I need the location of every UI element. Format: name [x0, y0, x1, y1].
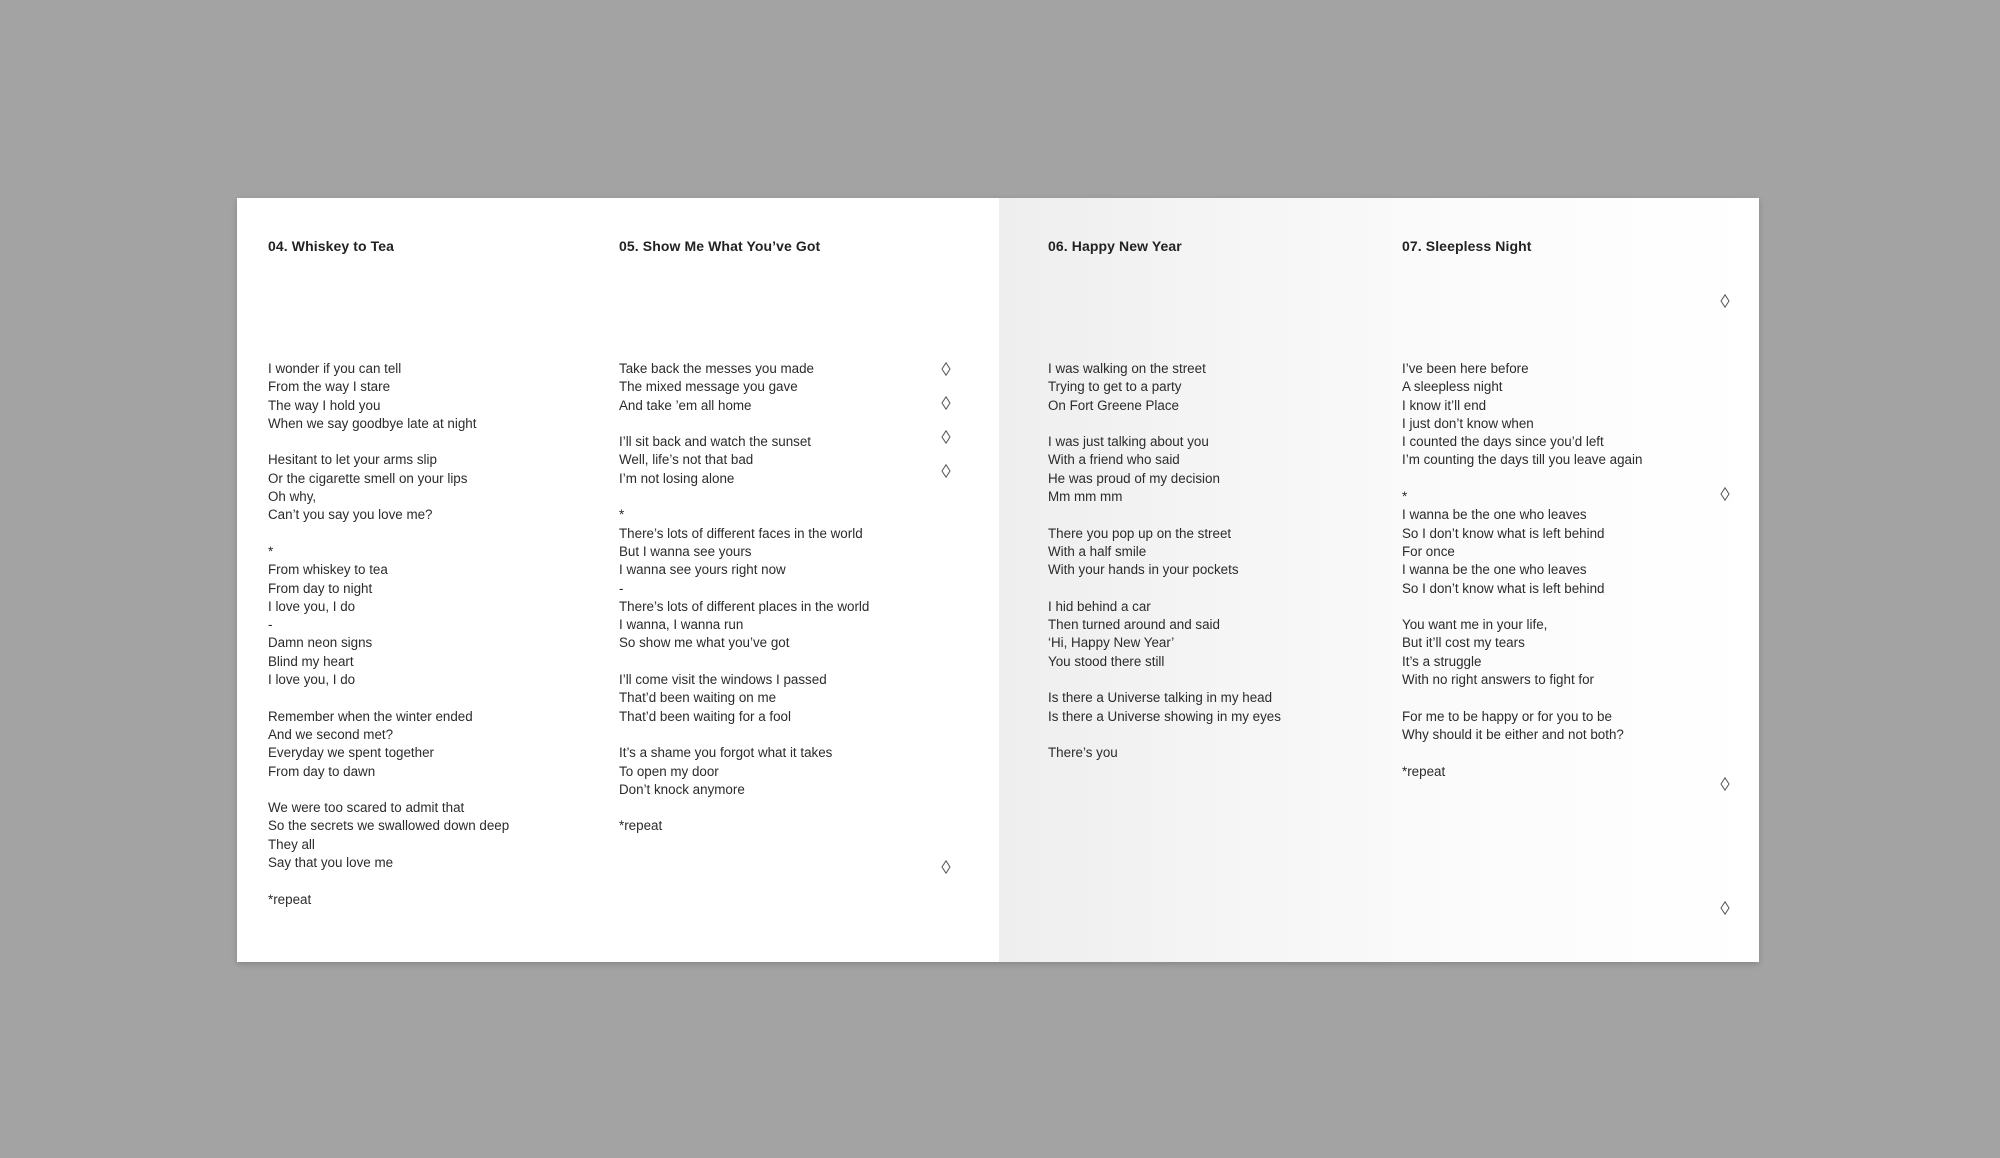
lyric-line: On Fort Greene Place	[1048, 397, 1179, 413]
lyric-line: I’m not losing alone	[619, 470, 735, 486]
lyric-line: *repeat	[619, 818, 663, 834]
lyric-line: ‘Hi, Happy New Year’	[1048, 635, 1175, 651]
song-title: 06. Happy New Year	[1048, 238, 1182, 254]
stanza-gap	[1402, 744, 1732, 762]
lyric-line: Damn neon signs	[268, 635, 373, 651]
lyric-line: There’s lots of different faces in the world	[619, 525, 863, 541]
lyric-line: *repeat	[268, 891, 312, 907]
lyric-line: With your hands in your pockets	[1048, 562, 1239, 578]
diamond-icon	[941, 362, 951, 376]
lyric-line: So show me what you’ve got	[619, 635, 790, 651]
stanza-gap	[1048, 580, 1378, 598]
lyric-line: From day to night	[268, 580, 373, 596]
lyric-line: I wanna see yours right now	[619, 562, 786, 578]
lyric-line: With a half smile	[1048, 543, 1147, 559]
lyric-line: So I don’t know what is left behind	[1402, 580, 1605, 596]
lyric-line: A sleepless night	[1402, 379, 1503, 395]
lyric-line: Is there a Universe talking in my head	[1048, 690, 1273, 706]
diamond-icon	[941, 430, 951, 444]
lyric-line: The way I hold you	[268, 397, 381, 413]
stanza-gap	[1048, 671, 1378, 689]
lyrics-block	[1402, 360, 1732, 781]
lyric-line: They all	[268, 836, 315, 852]
lyrics-block	[619, 360, 949, 836]
lyric-line: That’d been waiting for a fool	[619, 708, 791, 724]
lyric-line: Remember when the winter ended	[268, 708, 473, 724]
lyric-line: And take ’em all home	[619, 397, 752, 413]
lyric-line: You want me in your life,	[1402, 617, 1548, 633]
lyric-line: I love you, I do	[268, 598, 356, 614]
stanza-gap	[1048, 506, 1378, 524]
stanza-gap	[268, 872, 598, 890]
lyric-line: From day to dawn	[268, 763, 376, 779]
lyric-line: Mm mm mm	[1048, 489, 1123, 505]
lyric-line: Hesitant to let your arms slip	[268, 452, 437, 468]
lyric-line: You stood there still	[1048, 653, 1165, 669]
lyric-line: Oh why,	[268, 489, 317, 505]
diamond-icon	[941, 464, 951, 478]
lyric-line: So I don’t know what is left behind	[1402, 525, 1605, 541]
lyric-line: I know it’ll end	[1402, 397, 1487, 413]
lyric-line: When we say goodbye late at night	[268, 415, 477, 431]
lyrics-block	[1048, 360, 1378, 763]
lyric-line: For me to be happy or for you to be	[1402, 708, 1612, 724]
lyrics-block	[268, 360, 598, 909]
stanza-gap	[268, 781, 598, 799]
stanza-gap	[619, 726, 949, 744]
lyric-line: I was walking on the street	[1048, 361, 1206, 376]
lyric-line: There’s lots of different places in the world	[619, 598, 870, 614]
lyric-line: That’d been waiting on me	[619, 690, 777, 706]
lyric-line: Say that you love me	[268, 855, 394, 871]
lyric-line: Everyday we spent together	[268, 745, 434, 761]
lyric-line: -	[619, 580, 624, 596]
lyric-line: I’ll sit back and watch the sunset	[619, 434, 812, 450]
stanza-gap	[268, 689, 598, 707]
stanza-gap	[1048, 415, 1378, 433]
lyric-line: He was proud of my decision	[1048, 470, 1220, 486]
lyric-line: I wanna, I wanna run	[619, 617, 744, 633]
stanza-gap	[619, 488, 949, 506]
lyric-line: Well, life’s not that bad	[619, 452, 754, 468]
lyric-line: I love you, I do	[268, 672, 356, 688]
lyric-line: But I wanna see yours	[619, 543, 752, 559]
diamond-icon	[941, 396, 951, 410]
lyric-line: And we second met?	[268, 726, 394, 742]
lyric-line: *	[619, 507, 625, 523]
lyric-line: It’s a struggle	[1402, 653, 1482, 669]
stanza-gap	[1048, 726, 1378, 744]
song-title: 04. Whiskey to Tea	[268, 238, 395, 254]
lyric-line: I’ve been here before	[1402, 361, 1529, 376]
stanza-gap	[619, 415, 949, 433]
diamond-icon	[1720, 777, 1730, 791]
diamond-icon	[1720, 294, 1730, 308]
lyric-line: I just don’t know when	[1402, 415, 1534, 431]
lyric-line: It’s a shame you forgot what it takes	[619, 745, 833, 761]
stanza-gap	[268, 433, 598, 451]
lyric-line: Why should it be either and not both?	[1402, 726, 1624, 742]
lyric-line: *	[268, 543, 274, 559]
diamond-icon	[1720, 487, 1730, 501]
stanza-gap	[619, 653, 949, 671]
lyric-line: I was just talking about you	[1048, 434, 1209, 450]
lyric-line: There you pop up on the street	[1048, 525, 1232, 541]
stanza-gap	[1402, 689, 1732, 707]
lyric-line: From the way I stare	[268, 379, 391, 395]
lyric-line: For once	[1402, 543, 1455, 559]
lyric-line: I wanna be the one who leaves	[1402, 562, 1587, 578]
lyric-line: I hid behind a car	[1048, 598, 1151, 614]
stanza-gap	[619, 799, 949, 817]
lyric-line: With a friend who said	[1048, 452, 1180, 468]
lyric-line: I’ll come visit the windows I passed	[619, 672, 827, 688]
lyric-line: Take back the messes you made	[619, 361, 815, 376]
lyric-line: But it’ll cost my tears	[1402, 635, 1525, 651]
lyric-line: -	[268, 617, 273, 633]
lyric-line: With no right answers to fight for	[1402, 672, 1595, 688]
diamond-icon	[1720, 901, 1730, 915]
lyric-line: We were too scared to admit that	[268, 800, 465, 816]
stanza-gap	[1402, 598, 1732, 616]
lyric-line: *	[1402, 489, 1408, 505]
lyric-line: Then turned around and said	[1048, 617, 1220, 633]
stanza-gap	[268, 525, 598, 543]
lyric-line: Can’t you say you love me?	[268, 507, 433, 523]
lyric-line: Don’t knock anymore	[619, 781, 745, 797]
lyric-line: I wonder if you can tell	[268, 361, 402, 376]
booklet-spread	[237, 198, 1759, 962]
lyric-line: *repeat	[1402, 763, 1446, 779]
stanza-gap	[1402, 470, 1732, 488]
lyric-line: Blind my heart	[268, 653, 354, 669]
lyric-line: There’s you	[1048, 745, 1118, 761]
lyric-line: Is there a Universe showing in my eyes	[1048, 708, 1281, 724]
lyric-line: From whiskey to tea	[268, 562, 388, 578]
lyric-line: I wanna be the one who leaves	[1402, 507, 1587, 523]
lyric-line: Or the cigarette smell on your lips	[268, 470, 468, 486]
song-title: 07. Sleepless Night	[1402, 238, 1532, 254]
lyric-line: To open my door	[619, 763, 719, 779]
lyric-line: I counted the days since you’d left	[1402, 434, 1604, 450]
lyric-line: I’m counting the days till you leave again	[1402, 452, 1643, 468]
diamond-icon	[941, 860, 951, 874]
song-title: 05. Show Me What You’ve Got	[619, 238, 821, 254]
lyric-line: The mixed message you gave	[619, 379, 798, 395]
lyric-line: So the secrets we swallowed down deep	[268, 818, 510, 834]
lyric-line: Trying to get to a party	[1048, 379, 1182, 395]
